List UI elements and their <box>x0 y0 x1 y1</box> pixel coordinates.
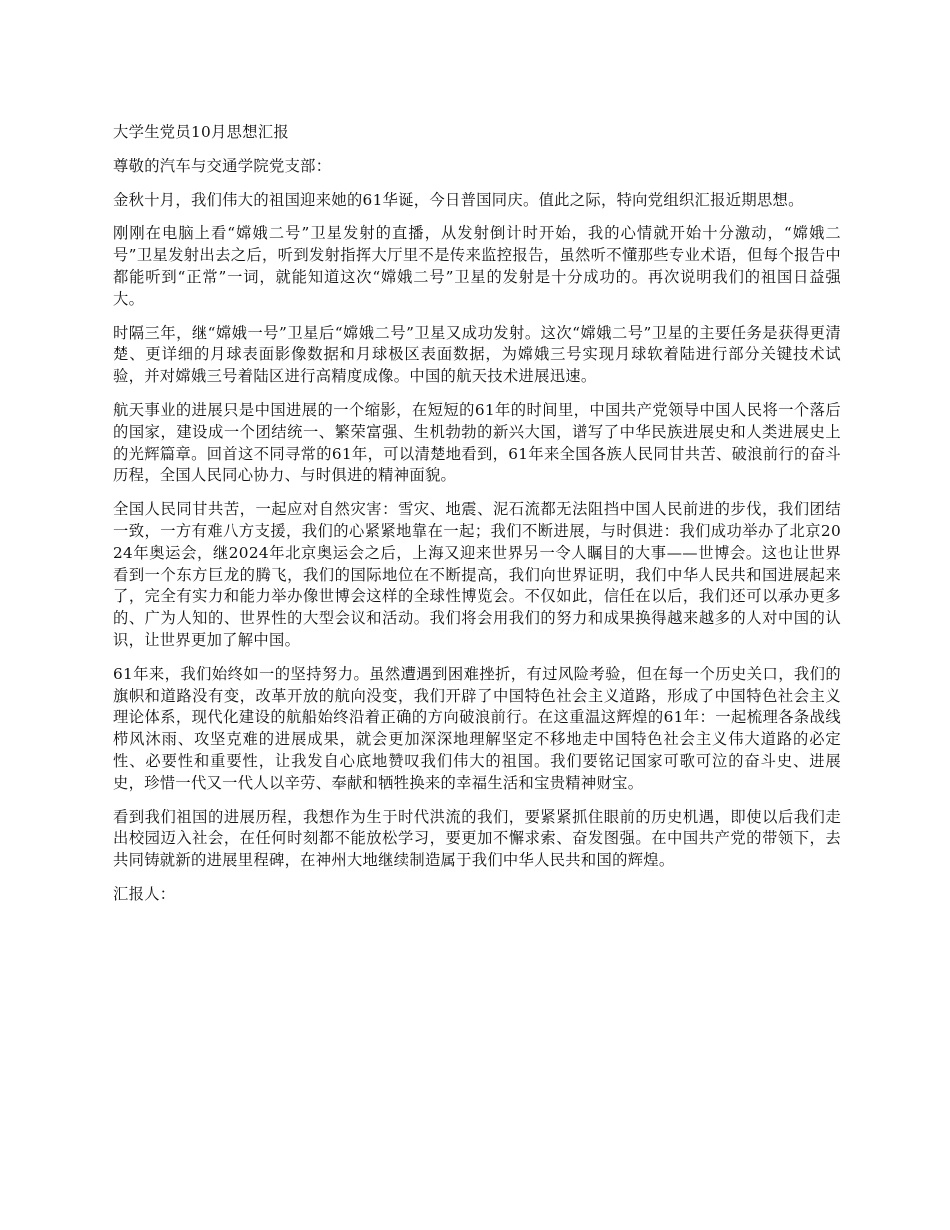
salutation: 尊敬的汽车与交通学院党支部： <box>113 156 332 175</box>
document-page <box>113 122 841 918</box>
document-title: 大学生党员10月思想汇报 <box>113 123 290 141</box>
paragraph: 金秋十月，我们伟大的祖国迎来她的61华诞，今日普国同庆。值此之际，特向党组织汇报近期思想。 <box>113 190 804 209</box>
paragraph: 时隔三年，继“嫦娥一号”卫星后“嫦娥二号”卫星又成功发射。这次“嫦娥二号”卫星的主要任务是获得更清楚、更详细的月球表面影像数据和月球极区表面数据，为嫦娥三号实现月球软着陆进行部分关键技术试验，并对嫦娥三号着陆区进行高精度成像。中国的航天技术进展迅速。 <box>113 323 841 386</box>
paragraph: 刚刚在电脑上看“嫦娥二号”卫星发射的直播，从发射倒计时开始，我的心情就开始十分激动，“嫦娥二号”卫星发射出去之后，听到发射指挥大厅里不是传来监控报告，虽然听不懂那些专业术语，但每个报告中都能听到“正常”一词，就能知道这次“嫦娥二号”卫星的发射是十分成功的。再次说明我们的祖国日益强大。 <box>113 224 841 308</box>
paragraph: 航天事业的进展只是中国进展的一个缩影，在短短的61年的时间里，中国共产党领导中国人民将一个落后的国家，建设成一个团结统一、繁荣富强、生机勃勃的新兴大国，谱写了中华民族进展史和人类进展史上的光辉篇章。回首这不同寻常的61年，可以清楚地看到，61年来全国各族人民同甘共苦、破浪前行的奋斗历程，全国人民同心协力、与时俱进的精神面貌。 <box>113 400 841 485</box>
paragraph: 全国人民同甘共苦，一起应对自然灾害：雪灾、地震、泥石流都无法阻挡中国人民前进的步伐，我们团结一致，一方有难八方支援，我们的心紧紧地靠在一起；我们不断进展，与时俱进：我们成功举办了北京2024年奥运会，继2024年北京奥运会之后，上海又迎来世界另一令人瞩目的大事——世博会。这也让世界看到一个东方巨龙的腾飞，我们的国际地位在不断提高，我们向世界证明，我们中华人民共和国进展起来了，完全有实力和能力举办像世博会这样的全球性博览会。不仅如此，信任在以后，我们还可以承办更多的、广为人知的、世界性的大型会议和活动。我们将会用我们的努力和成果换得越来越多的人对中国的认识，让世界更加了解中国。 <box>113 500 841 649</box>
signature-line: 汇报人： <box>113 884 176 903</box>
paragraph: 61年来，我们始终如一的坚持努力。虽然遭遇到困难挫折，有过风险考验，但在每一个历史关口，我们的旗帜和道路没有变，改革开放的航向没变，我们开辟了中国特色社会主义道路，形成了中国特色社会主义理论体系，现代化建设的航船始终沿着正确的方向破浪前行。在这重温这辉煌的61年：一起梳理各条战线栉风沐雨、攻坚克难的进展成果，就会更加深深地理解坚定不移地走中国特色社会主义伟大道路的必定性、必要性和重要性，让我发自心底地赞叹我们伟大的祖国。我们要铭记国家可歌可泣的奋斗史、进展史，珍惜一代又一代人以辛劳、奉献和牺牲换来的幸福生活和宝贵精神财宝。 <box>113 664 841 792</box>
paragraph: 看到我们祖国的进展历程，我想作为生于时代洪流的我们，要紧紧抓住眼前的历史机遇，即使以后我们走出校园迈入社会，在任何时刻都不能放松学习，要更加不懈求索、奋发图强。在中国共产党的带领下，去共同铸就新的进展里程碑，在神州大地继续制造属于我们中华人民共和国的辉煌。 <box>113 807 841 870</box>
